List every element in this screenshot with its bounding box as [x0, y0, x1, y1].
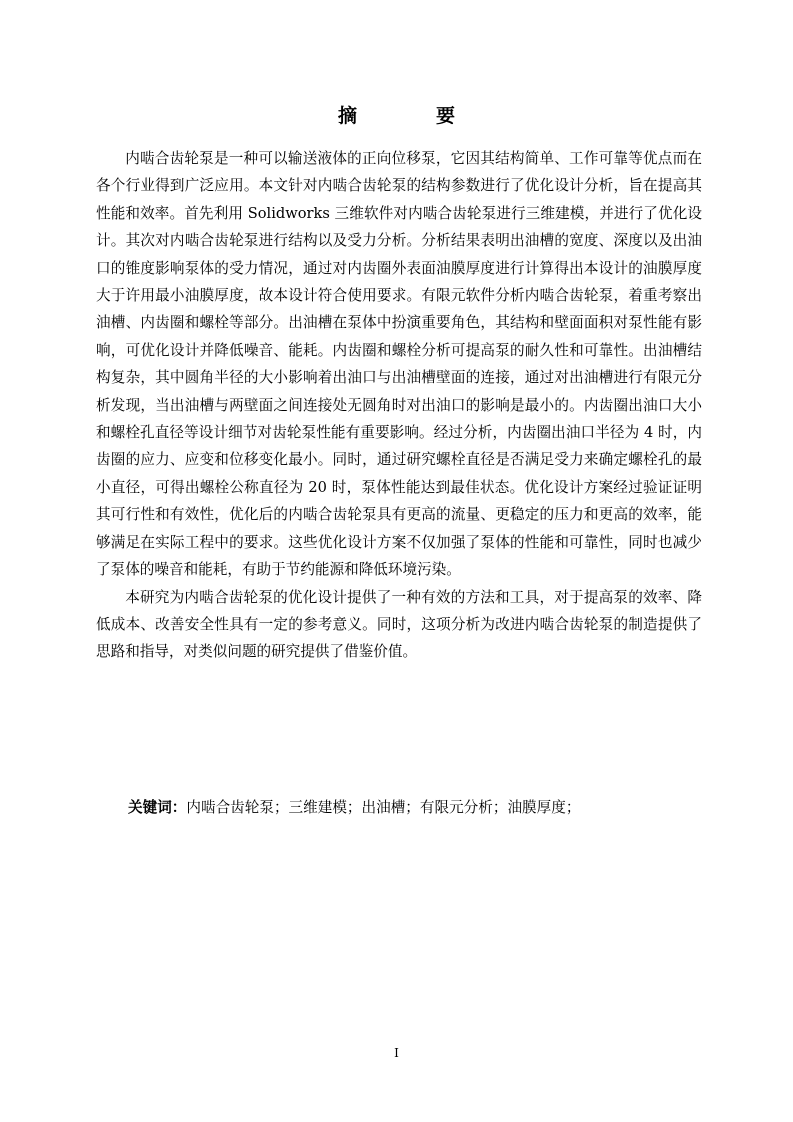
keywords-label: 关键词： [128, 799, 187, 816]
abstract-paragraph-1: 内啮合齿轮泵是一种可以输送液体的正向位移泵，它因其结构简单、工作可靠等优点而在各个行业得到广泛应用。本文针对内啮合齿轮泵的结构参数进行了优化设计分析，旨在提高其性能和效率。首先利用 Solidworks 三维软件对内啮合齿轮泵进行三维建模，并进行了优化设计。其次对内啮合齿轮泵进行结构以及受力分析。分析结果表明出油槽的宽度、深度以及出油口的锥度影响泵体的受力情况，通过对内齿圈外表面油膜厚度进行计算得出本设计的油膜厚度大于许用最小油膜厚度，故本设计符合使用要求。有限元软件分析内啮合齿轮泵，着重考察出油槽、内齿圈和螺栓等部分。出油槽在泵体中扮演重要角色，其结构和壁面面积对泵性能有影响，可优化设计并降低噪音、能耗。内齿圈和螺栓分析可提高泵的耐久性和可靠性。出油槽结构复杂，其中圆角半径的大小影响着出油口与出油槽壁面的连接，通过对出油槽进行有限元分析发现，当出油槽与两壁面之间连接处无圆角时对出油口的影响是最小的。内齿圈出油口大小和螺栓孔直径等设计细节对齿轮泵性能有重要影响。经过分析，内齿圈出油口半径为 4 时，内齿圈的应力、应变和位移变化最小。同时，通过研究螺栓直径是否满足受力来确定螺栓孔的最小直径，可得出螺栓公称直径为 20 时，泵体性能达到最佳状态。优化设计方案经过验证证明其可行性和有效性，优化后的内啮合齿轮泵具有更高的流量、更稳定的压力和更高的效率，能够满足在实际工程中的要求。这些优化设计方案不仅加强了泵体的性能和可靠性，同时也减少了泵体的噪音和能耗，有助于节约能源和降低环境污染。 [96, 150, 702, 579]
keywords-text: 内啮合齿轮泵；三维建模；出油槽；有限元分析；油膜厚度； [186, 799, 581, 816]
abstract-paragraph-2: 本研究为内啮合齿轮泵的优化设计提供了一种有效的方法和工具，对于提高泵的效率、降低成本、改善安全性具有一定的参考意义。同时，这项分析为改进内啮合齿轮泵的制造提供了思路和指导，对类似问题的研究提供了借鉴价值。 [96, 588, 702, 661]
abstract-body [96, 145, 702, 666]
abstract-title: 摘 要 [337, 105, 485, 127]
page-number: I [394, 1046, 399, 1060]
keywords-line [128, 796, 708, 820]
